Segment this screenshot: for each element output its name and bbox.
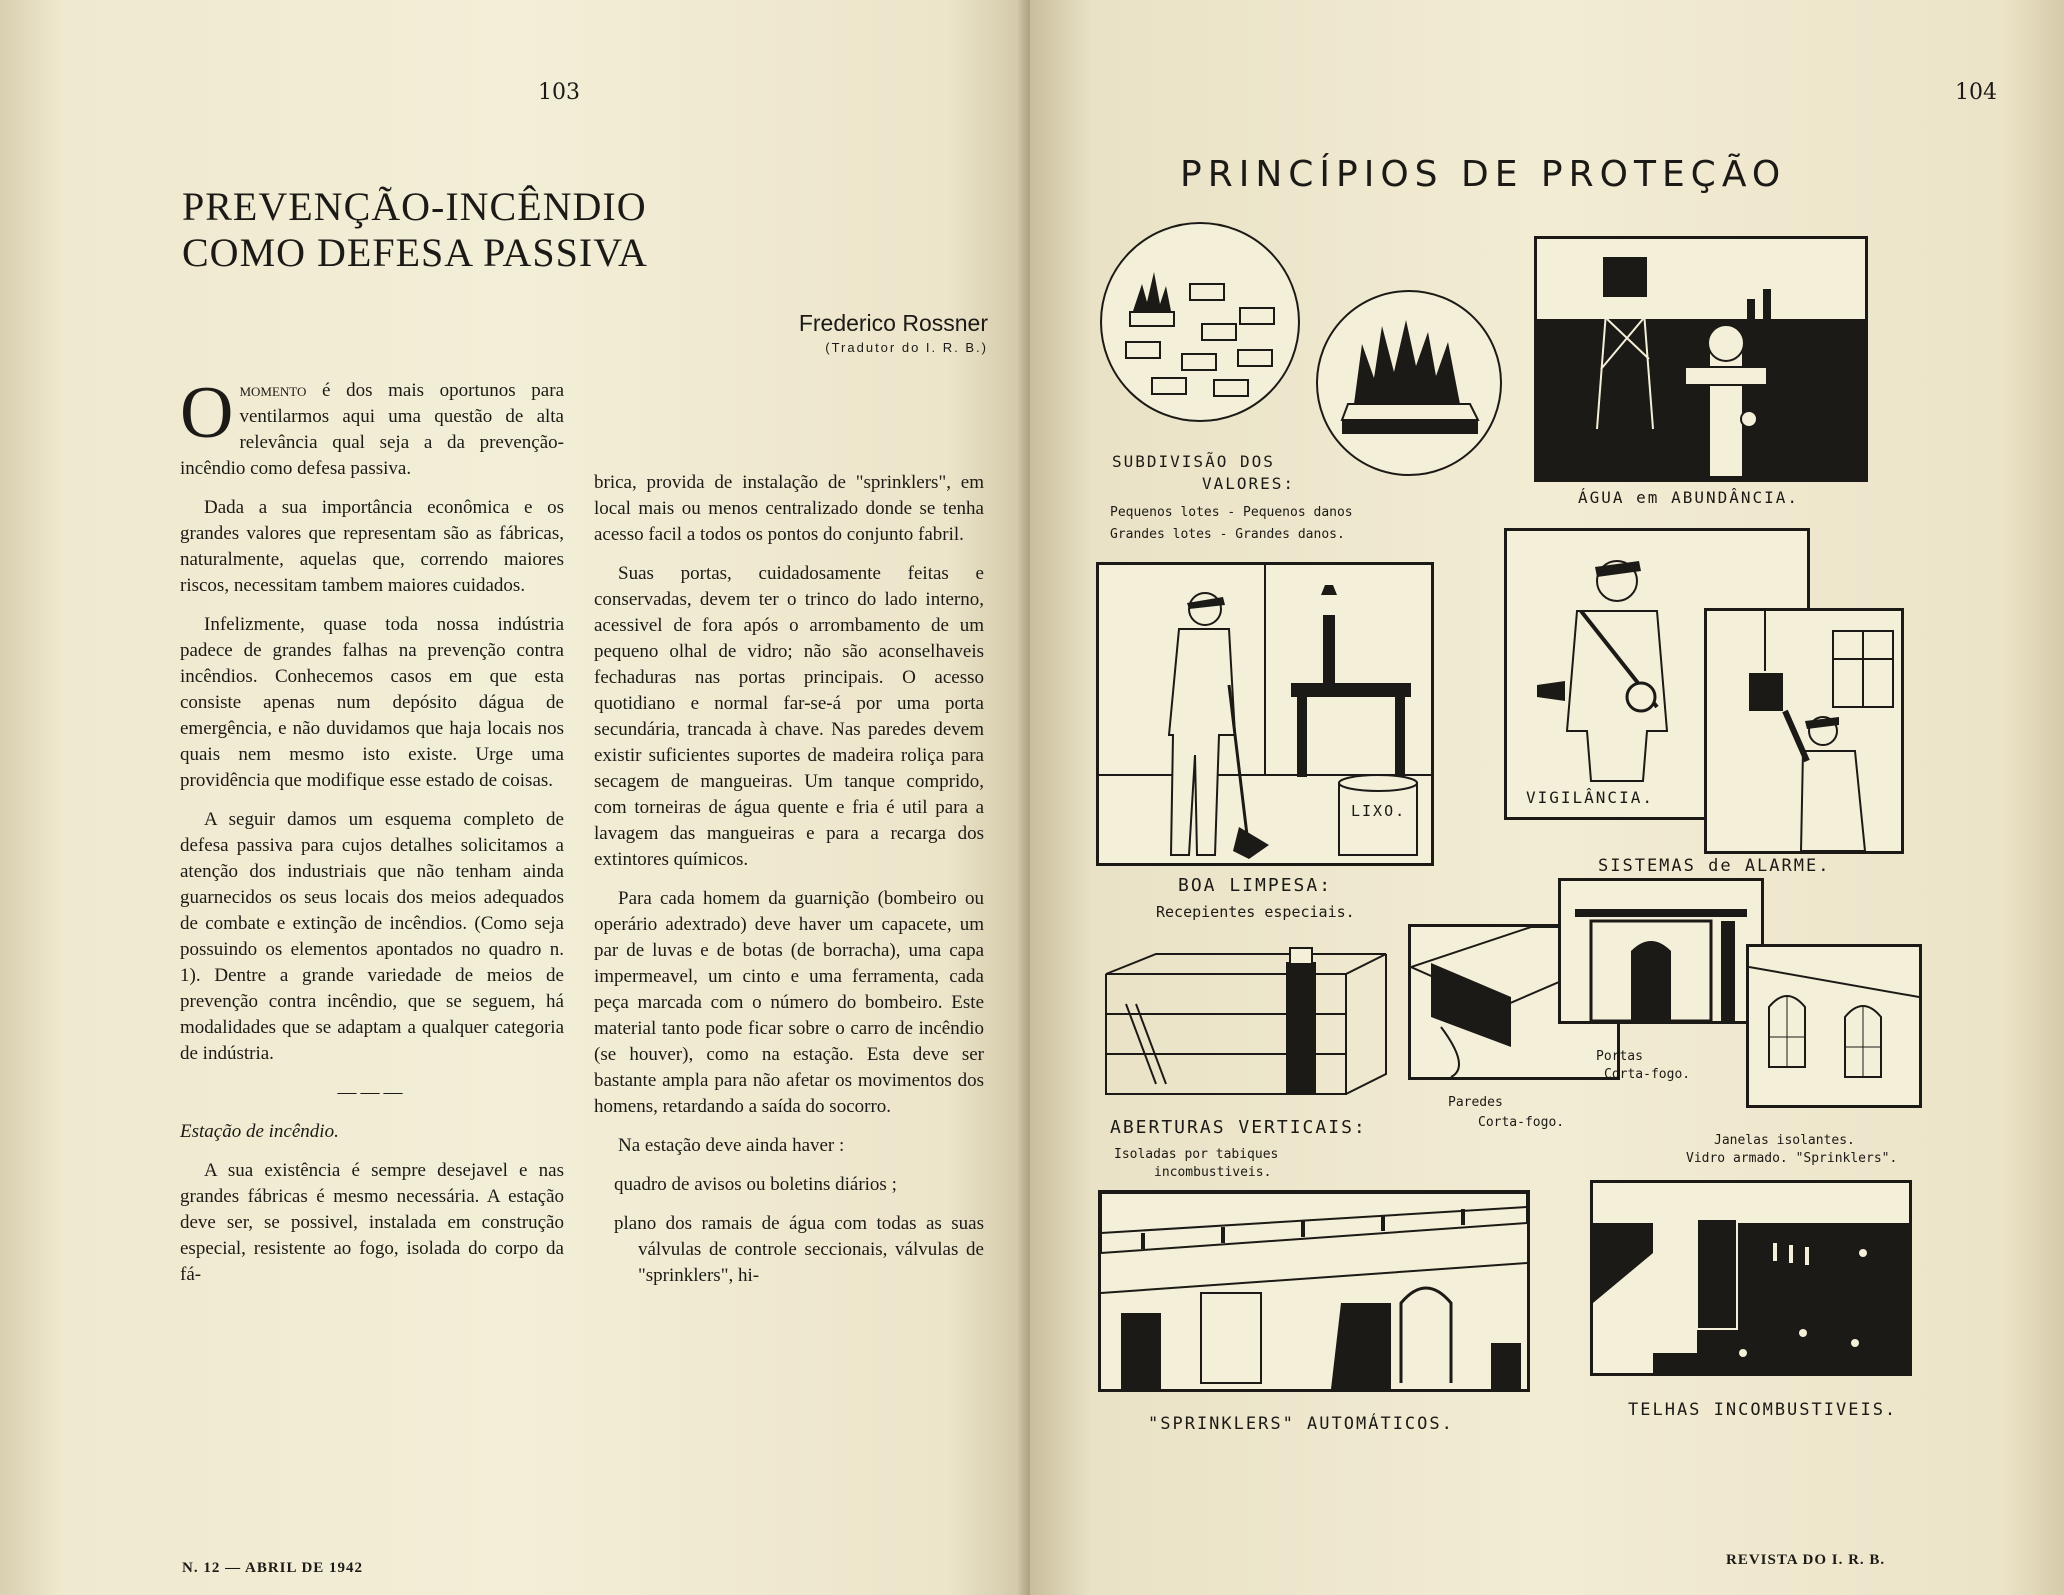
caption-windows-2: Vidro armado. "Sprinklers". bbox=[1686, 1151, 1898, 1166]
paragraph: Dada a sua importância econômica e os grandes valores que representam são as fábricas, naturalmente, aquelas que, correndo maiores riscos, necessitam tambem maiores cuidados. bbox=[180, 497, 564, 596]
caption-fire-doors-1: Portas bbox=[1596, 1049, 1643, 1064]
intro-smallcaps: momento bbox=[239, 380, 307, 401]
caption-vertical-openings-line-2: incombustiveis. bbox=[1154, 1165, 1272, 1180]
illustration-title: PRINCÍPIOS DE PROTEÇÃO bbox=[1180, 154, 1787, 195]
section-heading: Estação de incêndio. bbox=[180, 1121, 339, 1142]
caption-vigilance: VIGILÂNCIA. bbox=[1526, 788, 1654, 807]
caption-vertical-openings-title: ABERTURAS VERTICAIS: bbox=[1110, 1117, 1367, 1138]
paragraph: Para cada homem da guarnição (bombeiro ou operário adextrado) deve haver um capacete, um par de luvas e de botas (de borracha), uma capa impermeavel, um cinto e uma ferramenta, cada peça marcada com o número do bombeiro. Este material tanto pode ficar sobre o carro de incêndio (se houver), como na estação. Esta deve ser bastante ampla para não afetar os movimentos dos homens, retardando a saída do socorro. bbox=[594, 888, 984, 1117]
article-column-2 bbox=[594, 470, 984, 1302]
caption-alarm: SISTEMAS de ALARME. bbox=[1598, 856, 1831, 876]
automatic-sprinklers-illustration bbox=[1098, 1190, 1530, 1392]
large-fire-circle-illustration bbox=[1316, 290, 1502, 476]
caption-subdivision-title-2: VALORES: bbox=[1202, 474, 1296, 493]
left-page bbox=[0, 0, 1030, 1595]
caption-cleaning-sub: Recepientes especiais. bbox=[1156, 903, 1355, 921]
paragraph: A seguir damos um esquema completo de defesa passiva para cujos detalhes solicitamos a atenção dos industriais que não tenham ainda guarnecidos os seus locais dos meios adequados de combate e extinção de incêndios. (Como seja possuindo os elementos apontados no quadro n. 1). Dentre a grande variedade de meios de prevenção contra incêndio, que se seguem, há modalidades que se adaptam a qualquer categoria de indústria. bbox=[180, 809, 564, 1064]
caption-subdivision-line-2: Grandes lotes - Grandes danos. bbox=[1110, 527, 1345, 542]
author-role: (Tradutor do I. R. B.) bbox=[825, 340, 988, 355]
caption-sprinklers: "SPRINKLERS" AUTOMÁTICOS. bbox=[1148, 1414, 1454, 1434]
list-item: quadro de avisos ou boletins diários ; bbox=[614, 1174, 897, 1195]
caption-cleaning-title: BOA LIMPESA: bbox=[1178, 875, 1333, 896]
incombustible-roofs-illustration bbox=[1590, 1180, 1912, 1376]
caption-windows-1: Janelas isolantes. bbox=[1714, 1133, 1855, 1148]
caption-fire-walls-2: Corta-fogo. bbox=[1478, 1115, 1565, 1130]
insulating-windows-illustration bbox=[1746, 944, 1922, 1108]
author-name: Frederico Rossner bbox=[798, 310, 988, 336]
paragraph: Suas portas, cuidadosamente feitas e conservadas, devem ter o trinco do lado interno, acessivel de fora após o arrombamento de um pequeno olhal de vidro; não são aconselhaveis fechaduras nas portas principais. O acesso quotidiano e normal far-se-á por uma porta secundária, trancada à chave. Nas paredes devem existir suficientes suportes de madeira roliça para secagem de mangueiras. Um tanque comprido, com torneiras de água quente e fria é util para a lavagem das mangueiras e para a recarga dos extintores químicos. bbox=[594, 563, 984, 870]
caption-subdivision-line-1: Pequenos lotes - Pequenos danos bbox=[1110, 505, 1353, 520]
caption-roofs: TELHAS INCOMBUSTIVEIS. bbox=[1628, 1400, 1898, 1420]
bricks-circle-illustration bbox=[1100, 222, 1300, 422]
water-abundance-illustration bbox=[1534, 236, 1868, 482]
page-number: 103 bbox=[538, 80, 580, 105]
page-number: 104 bbox=[1955, 80, 1997, 105]
caption-fire-doors-2: Corta-fogo. bbox=[1604, 1067, 1691, 1082]
paragraph: Infelizmente, quase toda nossa indústria padece de grandes falhas na prevenção contra incêndios. Conhecemos casos em que esta consiste apenas num depósito dágua de emergência, e não duvidamos que haja locais nos quais nem mesmo isto existe. Urge uma providência que modifique esse estado de coisas. bbox=[180, 614, 564, 791]
drop-cap: O bbox=[180, 372, 234, 454]
title-line-2: COMO DEFESA PASSIVA bbox=[182, 230, 648, 275]
title-line-1: PREVENÇÃO-INCÊNDIO bbox=[182, 184, 647, 229]
alarm-systems-illustration bbox=[1704, 608, 1904, 854]
paragraph: A sua existência é sempre desejavel e nas grandes fábricas é mesmo necessária. A estação deve ser, se possivel, instalada em construção especial, resistente ao fogo, isolada do corpo da fá- bbox=[180, 1160, 564, 1285]
paragraph: Na estação deve ainda haver : bbox=[618, 1135, 845, 1156]
paragraph-intro bbox=[180, 372, 564, 482]
caption-subdivision-title: SUBDIVISÃO DOS bbox=[1112, 452, 1275, 471]
page-footer: N. 12 — ABRIL DE 1942 bbox=[182, 1560, 364, 1576]
caption-water: ÁGUA em ABUNDÂNCIA. bbox=[1578, 488, 1800, 507]
page-footer: REVISTA DO I. R. B. bbox=[1726, 1552, 1886, 1568]
caption-fire-walls-1: Paredes bbox=[1448, 1095, 1503, 1110]
fire-doors-illustration bbox=[1558, 878, 1764, 1024]
article-column-1 bbox=[180, 372, 564, 1301]
intro-text: é dos mais oportunos para ventilarmos aqui uma questão de alta relevância qual seja a da prevenção-incêndio como defesa passiva. bbox=[180, 380, 564, 479]
list-item: plano dos ramais de água com todas as suas válvulas de controle seccionais, válvulas de "sprinklers", hi- bbox=[614, 1213, 984, 1286]
paragraph: brica, provida de instalação de "sprinklers", em local mais ou menos centralizado donde se tenha acesso facil a todos os pontos do conjunto fabril. bbox=[594, 472, 984, 545]
caption-vertical-openings-line-1: Isoladas por tabiques bbox=[1114, 1147, 1279, 1162]
article-title bbox=[182, 184, 742, 276]
trash-can-label: LIXO. bbox=[1351, 802, 1407, 820]
vertical-openings-illustration bbox=[1096, 944, 1398, 1102]
section-separator: ——— bbox=[337, 1082, 407, 1103]
good-cleaning-illustration bbox=[1096, 562, 1434, 866]
right-page bbox=[1030, 0, 2064, 1595]
